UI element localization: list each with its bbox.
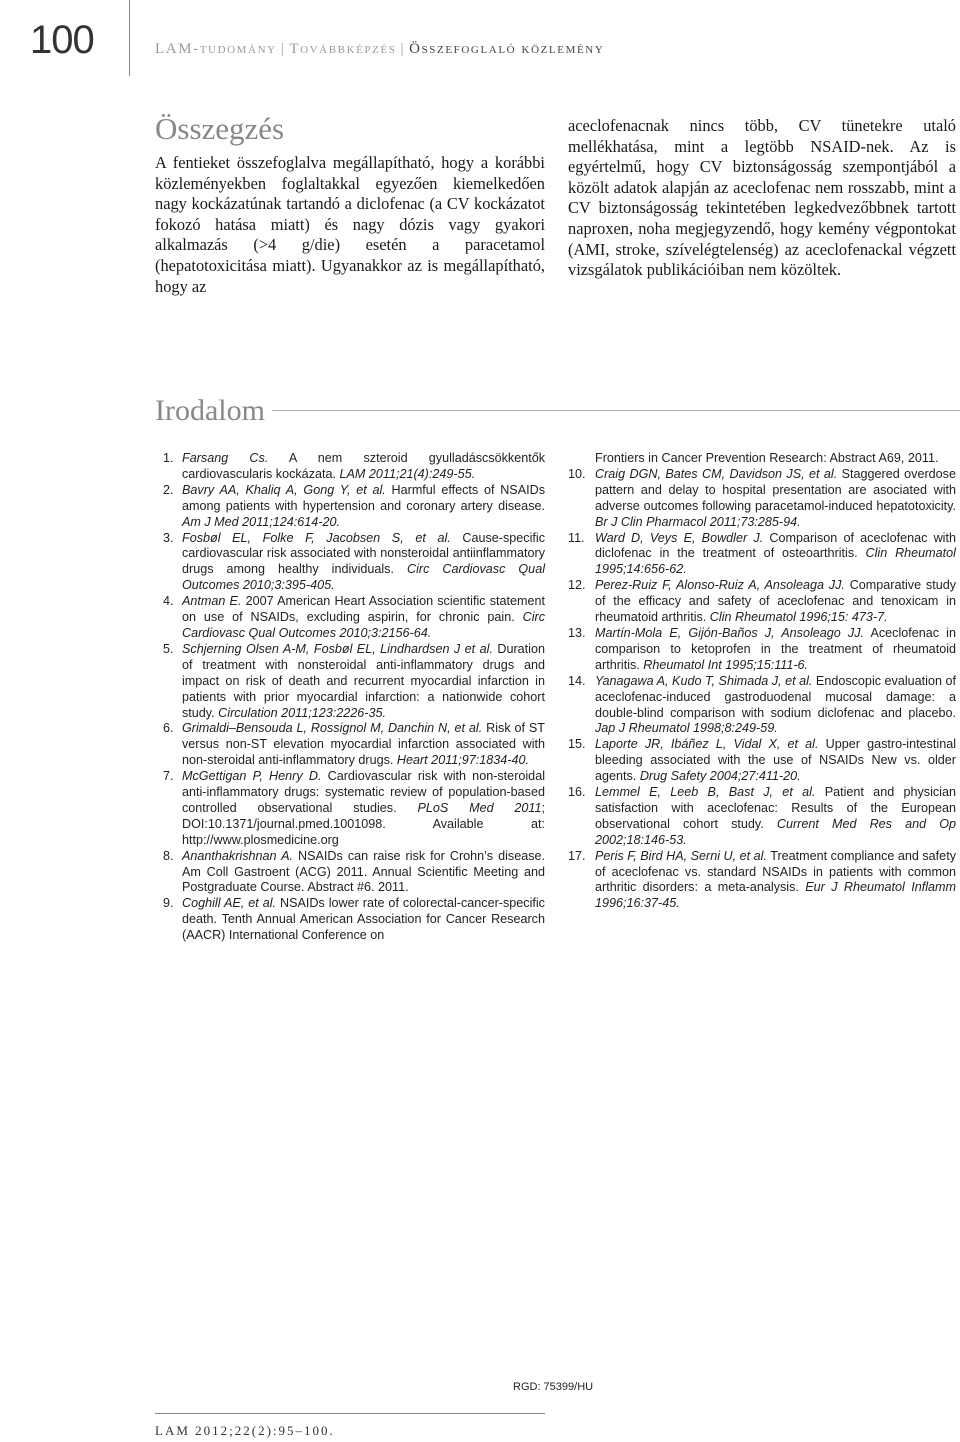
reference-item [155,721,545,769]
reference-journal: Jap J Rheumatol 1998;8:249-59. [595,721,778,736]
reference-item [155,531,545,595]
reference-title: NSAIDs lower rate of colorectal-cancer-specific death. Tenth Annual American Association for Cancer Research (AACR) International Conference on [182,896,545,943]
reference-item [568,737,956,785]
reference-title: Duration of treatment with nonsteroidal anti-inflammatory drugs and impact on risk of death and recurrent myocardial infarction in patients with prior myocardial infarction: a nationwide cohort study. [182,641,545,720]
reference-number: 15. [568,737,586,752]
reference-authors: Laporte JR, Ibáñez L, Vidal X, et al. [595,737,819,752]
reference-authors: Ward D, Veys E, Bowdler J. [595,530,764,545]
reference-authors: Farsang Cs. [182,451,269,465]
reference-number: 3. [163,530,174,545]
running-head-article: Összefoglaló közlemény [409,41,605,57]
reference-title: Endoscopic evaluation of aceclofenac-induced gastroduodenal mucosal damage: a double-blind comparison with sodium diclofenac and placebo. [595,673,956,720]
reference-authors: McGettigan P, Henry D. [182,769,322,784]
reference-number: 13. [568,625,586,640]
reference-item [568,849,956,913]
reference-title: Upper gastro-intestinal bleeding associated with the use of NSAIDs New vs. older agents. [595,737,956,784]
reference-journal: Current Med Res and Op 2002;18:146-53. [595,816,956,847]
reference-authors: Fosbøl EL, Folke F, Jacobsen S, et al. [182,530,451,545]
reference-item [568,674,956,738]
reference-item [568,785,956,849]
reference-continuation: Frontiers in Cancer Prevention Research: Abstract A69, 2011. [595,451,939,465]
reference-title: Aceclofenac in comparison to ketoprofen in the treatment of rheumatoid arthritis. [595,625,956,672]
reference-journal: Heart 2011;97:1834-40. [396,753,529,768]
reference-item [155,451,545,483]
references-list-right [568,451,956,912]
running-head-journal: LAM-tudomány [155,41,277,57]
running-head-separator: | [400,41,406,57]
reference-journal: Am J Med 2011;124:614-20. [182,514,340,529]
reference-authors: Lemmel E, Leeb B, Bast J, et al. [595,785,816,800]
reference-number: 7. [163,769,174,784]
reference-title: Treatment compliance and safety of aceclofenac vs. standard NSAIDs in patients with common arthritic disorders: a meta-analysis. [595,848,956,895]
running-head-type: Továbbképzés [289,41,397,57]
reference-item [155,849,545,897]
reference-journal: Eur J Rheumatol Inflamm 1996;16:37-45. [595,880,956,911]
reference-authors: Peris F, Bird HA, Serni U, et al. [595,848,767,863]
references-heading: Irodalom [155,394,265,427]
reference-authors: Coghill AE, et al. [182,896,277,911]
reference-number: 11. [568,530,585,545]
summary-paragraph-left: A fentieket összefoglalva megállapítható, hogy a korábbi közleményekben foglaltakkal egyezően kiemelkedően nagy kockázatúnak tartandó a diclofenac (a CV kockázatot fokozó hatása miatt) és nagy dózis vagy gyakori alkalmazás (>4 g/die) esetén a paracetamol (hepatotoxicitása miatt). Ugyanakkor az is megállapítható, hogy az [155,153,545,296]
reference-authors: Grimaldi–Bensouda L, Rossignol M, Danchin N, et al. [182,721,483,736]
summary-heading: Összegzés [155,111,285,146]
reference-authors: Schjerning Olsen A-M, Fosbøl EL, Lindhardsen J et al. [182,641,493,656]
reference-tail: ; DOI:10.1371/journal.pmed.1001098. Available at: http://www.plosmedicine.org [182,800,545,847]
reference-number: 4. [163,594,174,609]
footer-citation: LAM 2012;22(2):95–100. [155,1423,335,1438]
reference-item [568,467,956,531]
reference-item [155,594,545,642]
reference-authors: Ananthakrishnan A. [182,848,293,863]
reference-title: Cause-specific cardiovascular risk associated with nonsteroidal antiinflammatory drugs among healthy individuals. [182,530,545,577]
reference-journal: Drug Safety 2004;27:411-20. [639,769,801,784]
reference-authors: Yanagawa A, Kudo T, Shimada J, et al. [595,673,813,688]
reference-authors: Bavry AA, Khaliq A, Gong Y, et al. [182,482,386,497]
reference-item [155,896,545,944]
reference-item [568,578,956,626]
reference-authors: Martín-Mola E, Gijón-Baños J, Ansoleago JJ. [595,625,864,640]
reference-title: Cardiovascular risk with non-steroidal anti-inflammatory drugs: systematic review of population-based controlled observational studies. [182,769,545,815]
reference-journal: Rheumatol Int 1995;15:111-6. [643,657,809,672]
footer-rule [155,1413,545,1414]
reference-journal: Circulation 2011;123:2226-35. [218,705,386,720]
reference-number: 10. [568,466,586,481]
reference-title: Staggered overdose pattern and delay to hospital presentation are asociated with adverse outcomes following paracetamol-induced hepatotoxicity. [595,466,956,513]
reference-item [155,483,545,531]
reference-title: Comparison of aceclofenac with diclofenac in the treatment of osteoarthritis. [595,530,956,561]
running-head [155,41,604,58]
running-head-separator: | [280,41,286,57]
reference-journal: Circ Cardiovasc Qual Outcomes 2010;3:2156-64. [182,610,545,640]
reference-title: NSAIDs can raise risk for Crohn’s disease. Am Coll Gastroent (ACG) 2011. Annual Scientific Meeting and Postgraduate Course. Abstract #6. 2011. [182,848,545,895]
reference-journal: Br J Clin Pharmacol 2011;73:285-94. [595,514,801,529]
reference-journal: LAM 2011;21(4):249-55. [339,466,476,481]
reference-number: 5. [163,641,174,656]
reference-title: Harmful effects of NSAIDs among patients with hypertension and coronary artery disease. [182,482,545,513]
reference-authors: Perez-Ruiz F, Alonso-Ruiz A, Ansoleaga JJ. [595,578,845,593]
reference-number: 6. [163,721,174,736]
references-rule [272,410,960,411]
reference-number: 9. [163,896,174,911]
reference-authors: Antman E. [182,594,242,609]
reference-title: Risk of ST versus non-ST elevation myocardial infarction associated with non-steroidal anti-inflammatory drugs. [182,721,545,768]
reference-title: 2007 American Heart Association scientific statement on use of NSAIDs, excluding aspirin, for chronic pain. [182,594,545,625]
header-divider [129,0,130,76]
reference-title: Patient and physician satisfaction with aceclofenac: Results of the European observational cohort study. [595,785,956,831]
reference-number: 16. [568,785,586,800]
reference-item [568,531,956,579]
summary-paragraph-right: aceclofenacnak nincs több, CV tünetekre utaló mellékhatása, mint a legtöbb NSAID-nek. Az is egyértelmű, hogy CV biztonságosság szempontjából a közölt adatok alapján az aceclofenac nem rosszabb, mint a CV biztonságosság tekintetében legkedvezőbbnek tartott naproxen, noha megjegyzendő, hogy kemény végpontokat (AMI, stroke, szívelégtelenség) az aceclofenackal végzett vizsgálatok publikációiban nem közöltek. [568,116,956,280]
reference-title: A nem szteroid gyulladáscsökkentők cardiovascularis kockázata. [182,451,545,481]
reference-journal: Circ Cardiovasc Qual Outcomes 2010;3:395-405. [182,562,545,593]
reference-journal: Clin Rheumatol 1995;14:656-62. [595,546,956,577]
reference-journal: Clin Rheumatol 1996;15: 473-7. [709,610,888,625]
reference-authors: Craig DGN, Bates CM, Davidson JS, et al. [595,466,838,481]
reference-item [155,642,545,722]
references-list-left [155,451,545,944]
reference-number: 1. [163,451,174,465]
reference-journal: PLoS Med 2011 [417,800,542,815]
reference-number: 8. [163,848,174,863]
reference-number: 12. [568,578,586,593]
reference-item [568,626,956,674]
reference-number: 17. [568,848,586,863]
reference-item [155,769,545,849]
reference-title: Comparative study of the efficacy and safety of aceclofenac and tenoxicam in rheumatoid arthritis. [595,578,956,625]
reference-number: 14. [568,673,586,688]
footer-code: RGD: 75399/HU [513,1381,594,1393]
reference-number: 2. [163,482,174,497]
page-number: 100 [30,18,94,62]
